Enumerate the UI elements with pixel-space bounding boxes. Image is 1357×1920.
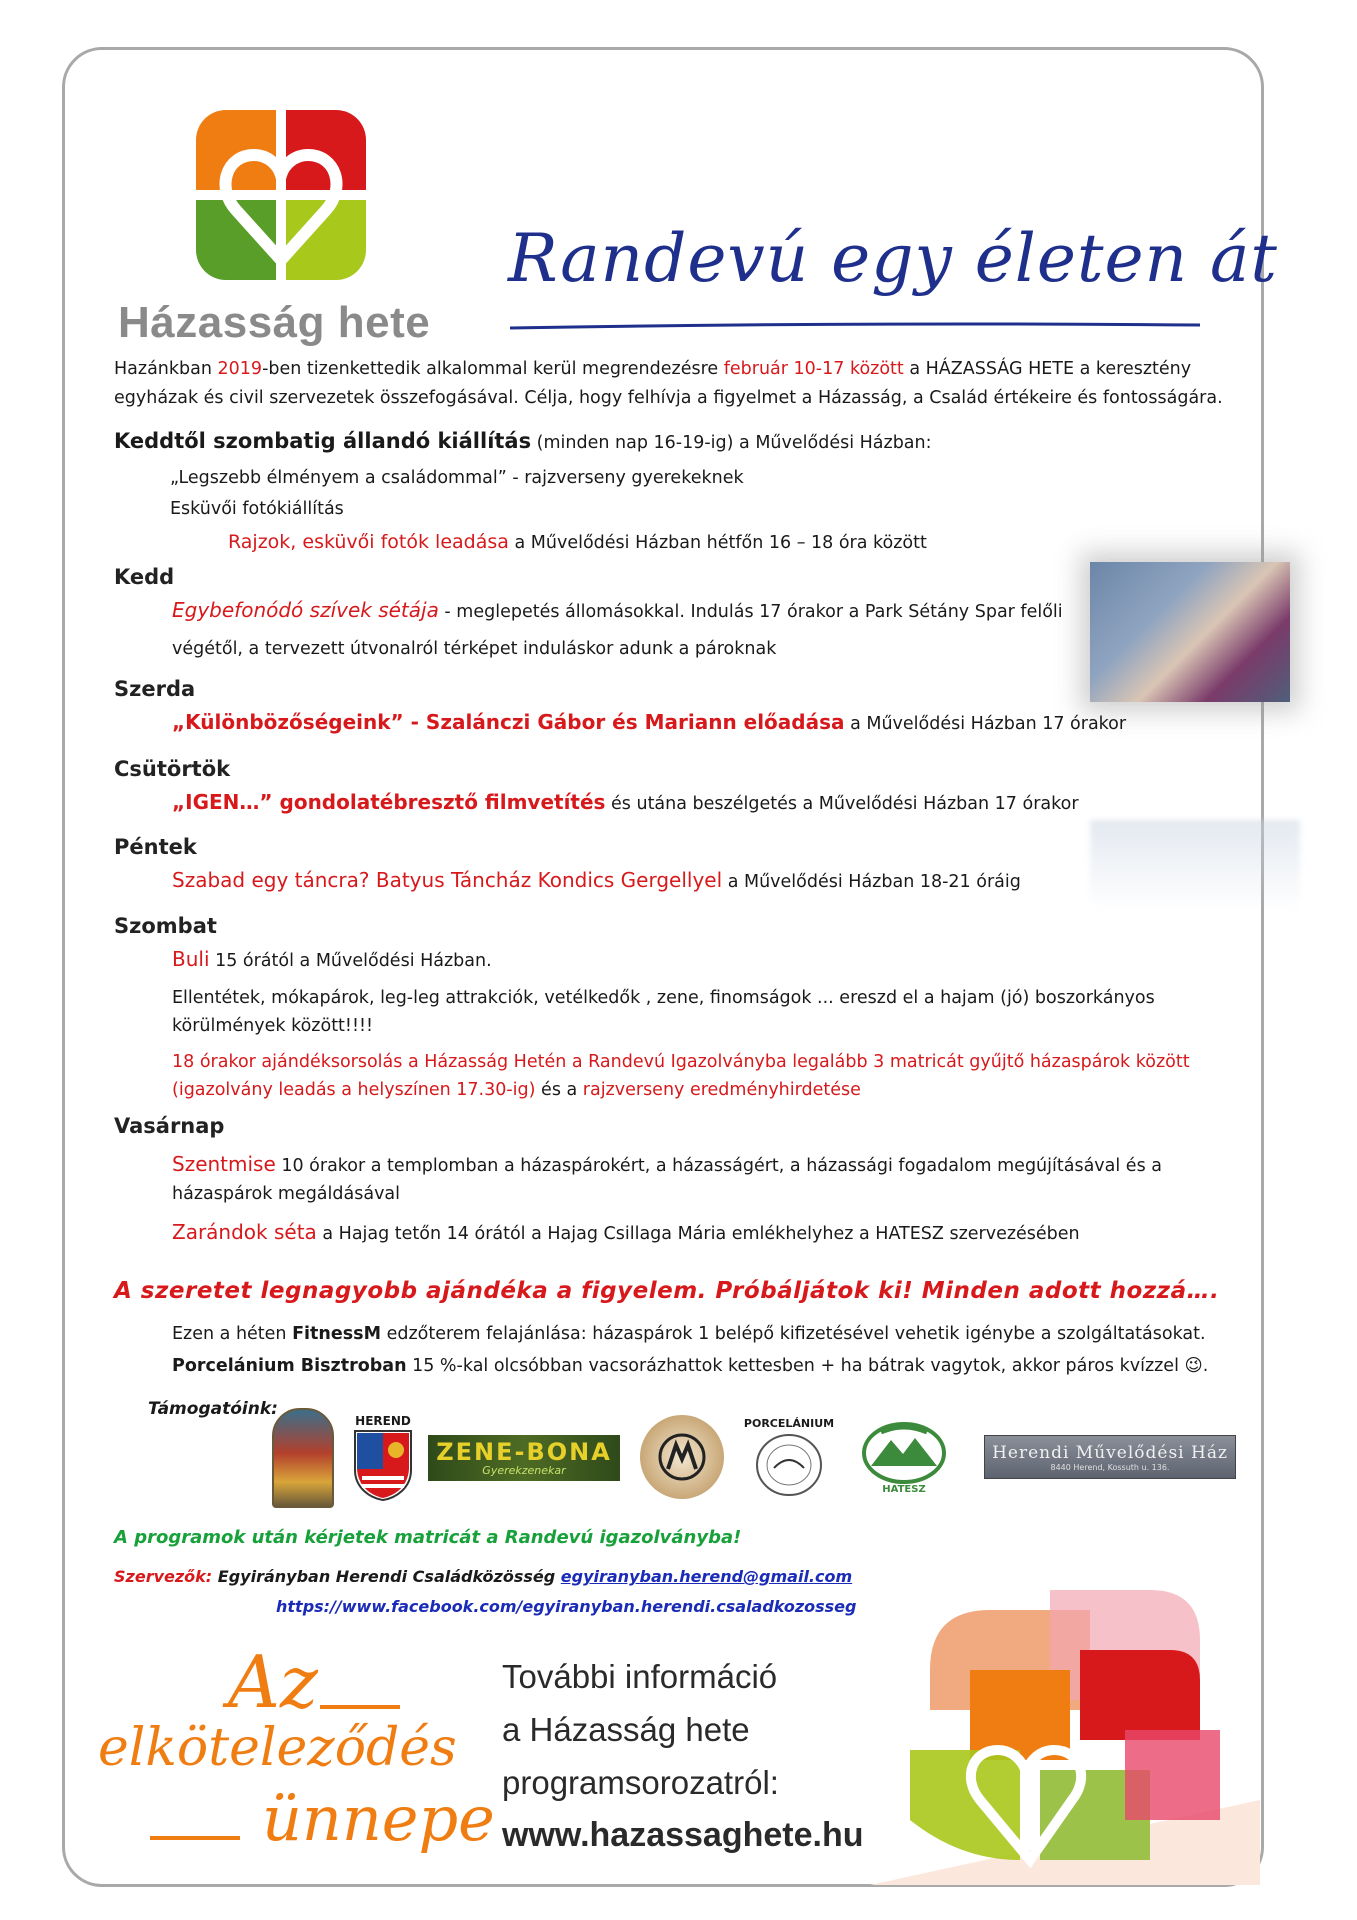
exhibition-deadline — [228, 528, 927, 557]
title-underline — [510, 322, 1200, 330]
brand-name: Házasság hete — [118, 298, 431, 347]
saturday-event — [172, 945, 492, 975]
exhibition-heading — [114, 427, 932, 457]
tuesday-event-title: Egybefonódó szívek sétája — [172, 598, 439, 622]
friday-event — [172, 866, 1021, 896]
info-line-2: a Házasság hete — [502, 1711, 750, 1748]
intro-year: 2019 — [217, 359, 263, 379]
sunday-mass — [172, 1150, 1212, 1208]
tuesday-event — [172, 596, 1063, 626]
zenebona-label: ZENE-BONA — [436, 1437, 612, 1466]
script-line-2 — [150, 1836, 240, 1840]
hatesz-mountain-icon — [861, 1422, 947, 1484]
script-line-1 — [320, 1705, 400, 1709]
wednesday-event — [172, 708, 1126, 738]
hatesz-label: HATESZ — [882, 1483, 926, 1495]
offer-bistro-desc: 15 %-kal olcsóbban vacsorázhattok kettesben + ha bátrak vagytok, akkor páros kvízzel 😉. — [406, 1356, 1209, 1376]
fitness-figure-icon — [654, 1429, 710, 1485]
raffle-text: 18 órakor ajándéksorsolás a Házasság Hetén a Randevú Igazolványba legalább 3 matricát gyűjtő házaspárok között (igazolvány leadás a helyszínen 17.30-ig) — [172, 1052, 1190, 1100]
day-saturday: Szombat — [114, 914, 217, 938]
script-az: Az — [228, 1640, 318, 1724]
thursday-event — [172, 788, 1079, 818]
exhibition-title: Keddtől szombatig állandó kiállítás — [114, 429, 532, 453]
herendi-muvelodesi-haz-logo — [984, 1435, 1236, 1479]
sunday-pilgrimage-desc: a Hajag tetőn 14 órától a Hajag Csillaga Mária emlékhelyhez a HATESZ szervezésében — [316, 1224, 1080, 1244]
friday-event-desc: a Művelődési Házban 18-21 óráig — [722, 872, 1021, 892]
organizers-label: Szervezők: — [114, 1567, 213, 1586]
day-wednesday: Szerda — [114, 677, 196, 701]
offer-fitness-a: Ezen a héten — [172, 1324, 293, 1344]
offer-fitness — [172, 1320, 1206, 1348]
zene-bona-logo — [428, 1435, 620, 1481]
sunday-mass-desc: 10 órakor a templomban a házaspárokért, a házasságért, a házassági fogadalom megújításával és a házaspárok megáldásával — [172, 1156, 1162, 1204]
deadline-details: a Művelődési Házban hétfőn 16 – 18 óra között — [508, 533, 927, 553]
couple-holding-hands-photo — [1090, 562, 1290, 702]
organizers-name: Egyirányban Herendi Családközösség — [212, 1567, 561, 1586]
sunday-pilgrimage — [172, 1218, 1080, 1248]
herendi-address: 8440 Herend, Kossuth u. 136. — [1050, 1462, 1170, 1472]
tuesday-event-desc: - meglepetés állomásokkal. Indulás 17 órakor a Park Sétány Spar felőli — [438, 602, 1063, 622]
script-elkotelezodes: elköteleződés — [98, 1718, 457, 1778]
hatesz-logo — [858, 1408, 950, 1508]
organizers-line — [114, 1563, 852, 1591]
day-sunday: Vasárnap — [114, 1114, 225, 1138]
day-tuesday: Kedd — [114, 565, 175, 589]
organizers-email-link[interactable]: egyiranyban.herend@gmail.com — [560, 1567, 853, 1586]
exhibition-note: (minden nap 16-19-ig) a Művelődési Házban: — [531, 433, 932, 453]
offer-fitness-name: FitnessM — [292, 1324, 381, 1344]
porcelanium-logo — [745, 1408, 833, 1508]
intro-text-1: Hazánkban — [114, 359, 218, 379]
thursday-event-title: „IGEN…” gondolatébresztő filmvetítés — [172, 790, 606, 814]
website-link[interactable]: www.hazassaghete.hu — [502, 1816, 864, 1854]
slogan: A szeretet legnagyobb ajándéka a figyelem. Próbáljátok ki! Minden adott hozzá…. — [114, 1278, 1220, 1304]
zenebona-sub: Gyerekzenekar — [482, 1463, 566, 1477]
exhibition-item-drawing: „Legszebb élményem a családommal” - rajzverseny gyerekeknek — [170, 468, 744, 488]
sticker-note: A programok után kérjetek matricát a Randevú igazolványba! — [114, 1527, 742, 1548]
porcelanium-label: PORCELÁNIUM — [743, 1416, 835, 1430]
photo-reflection — [1090, 820, 1300, 910]
footer-info — [502, 1650, 864, 1862]
herendi-label: Herendi Művelődési Ház — [992, 1442, 1228, 1463]
sunday-mass-title: Szentmise — [172, 1152, 276, 1176]
intro-text-3: a HÁZASSÁG HETE a keresztény egyházak és civil szervezetek összefogásával. Célja, hogy felhívja a figyelmet a Házasság, a Család értékeire és fontosságára. — [114, 359, 1223, 408]
wednesday-event-desc: a Művelődési Házban 17 órakor — [844, 714, 1127, 734]
herend-label: HEREND — [355, 1414, 411, 1428]
page-title: Randevú egy életen át — [508, 220, 1278, 297]
info-line-1: További információ — [502, 1658, 778, 1695]
exhibition-item-photos: Esküvői fotókiállítás — [170, 499, 344, 519]
hazassag-hete-logo — [196, 110, 366, 280]
day-friday: Péntek — [114, 835, 197, 859]
sponsors-label: Támogatóink: — [148, 1399, 278, 1419]
herend-crest-logo — [350, 1408, 416, 1508]
friday-event-title: Szabad egy táncra? Batyus Táncház Kondics Gergellyel — [172, 868, 723, 892]
offer-bistro-name: Porcelánium Bisztroban — [172, 1356, 407, 1376]
saturday-program-desc: Ellentétek, mókapárok, leg-leg attrakciók, vetélkedők , zene, finomságok ... ereszd el a hajam (jó) boszorkányos körülmények között!!!! — [172, 988, 1155, 1036]
sunday-pilgrimage-title: Zarándok séta — [172, 1220, 317, 1244]
footer-tiles-graphic — [870, 1560, 1260, 1885]
herend-crest-icon — [352, 1428, 414, 1502]
raffle-and: és a — [535, 1080, 583, 1100]
saturday-event-desc: 15 órától a Művelődési Házban. — [209, 951, 492, 971]
day-thursday: Csütörtök — [114, 757, 231, 781]
offer-bistro — [172, 1352, 1208, 1380]
offer-fitness-c: edzőterem felajánlása: házaspárok 1 belépő kifizetésével vehetik igénybe a szolgáltatásokat. — [381, 1324, 1206, 1344]
intro-dates: február 10-17 között — [723, 359, 904, 379]
fitnessm-logo — [640, 1415, 724, 1499]
saturday-raffle — [172, 1048, 1232, 1104]
heart-outline-icon — [196, 110, 366, 280]
church-window-logo — [272, 1408, 334, 1508]
tuesday-event-desc-2: végétől, a tervezett útvonalról térképet induláskor adunk a pároknak — [172, 639, 777, 659]
saturday-event-title: Buli — [172, 947, 210, 971]
intro-paragraph — [114, 355, 1244, 413]
thursday-event-desc: és utána beszélgetés a Művelődési Házban 17 órakor — [605, 794, 1079, 814]
intro-text-2: -ben tizenkettedik alkalommal kerül megrendezésre — [262, 359, 724, 379]
facebook-link[interactable]: https://www.facebook.com/egyiranyban.herendi.csaladkozosseg — [276, 1597, 857, 1616]
wednesday-event-title: „Különbözőségeink” - Szalánczi Gábor és Mariann előadása — [172, 710, 845, 734]
script-unnepe: ünnepe — [262, 1782, 495, 1855]
info-line-3: programsorozatról: — [502, 1764, 779, 1801]
deadline-highlight: Rajzok, esküvői fotók leadása — [228, 531, 509, 553]
raffle-results: rajzverseny eredményhirdetése — [582, 1080, 861, 1100]
porcelanium-seal-icon — [754, 1430, 824, 1500]
